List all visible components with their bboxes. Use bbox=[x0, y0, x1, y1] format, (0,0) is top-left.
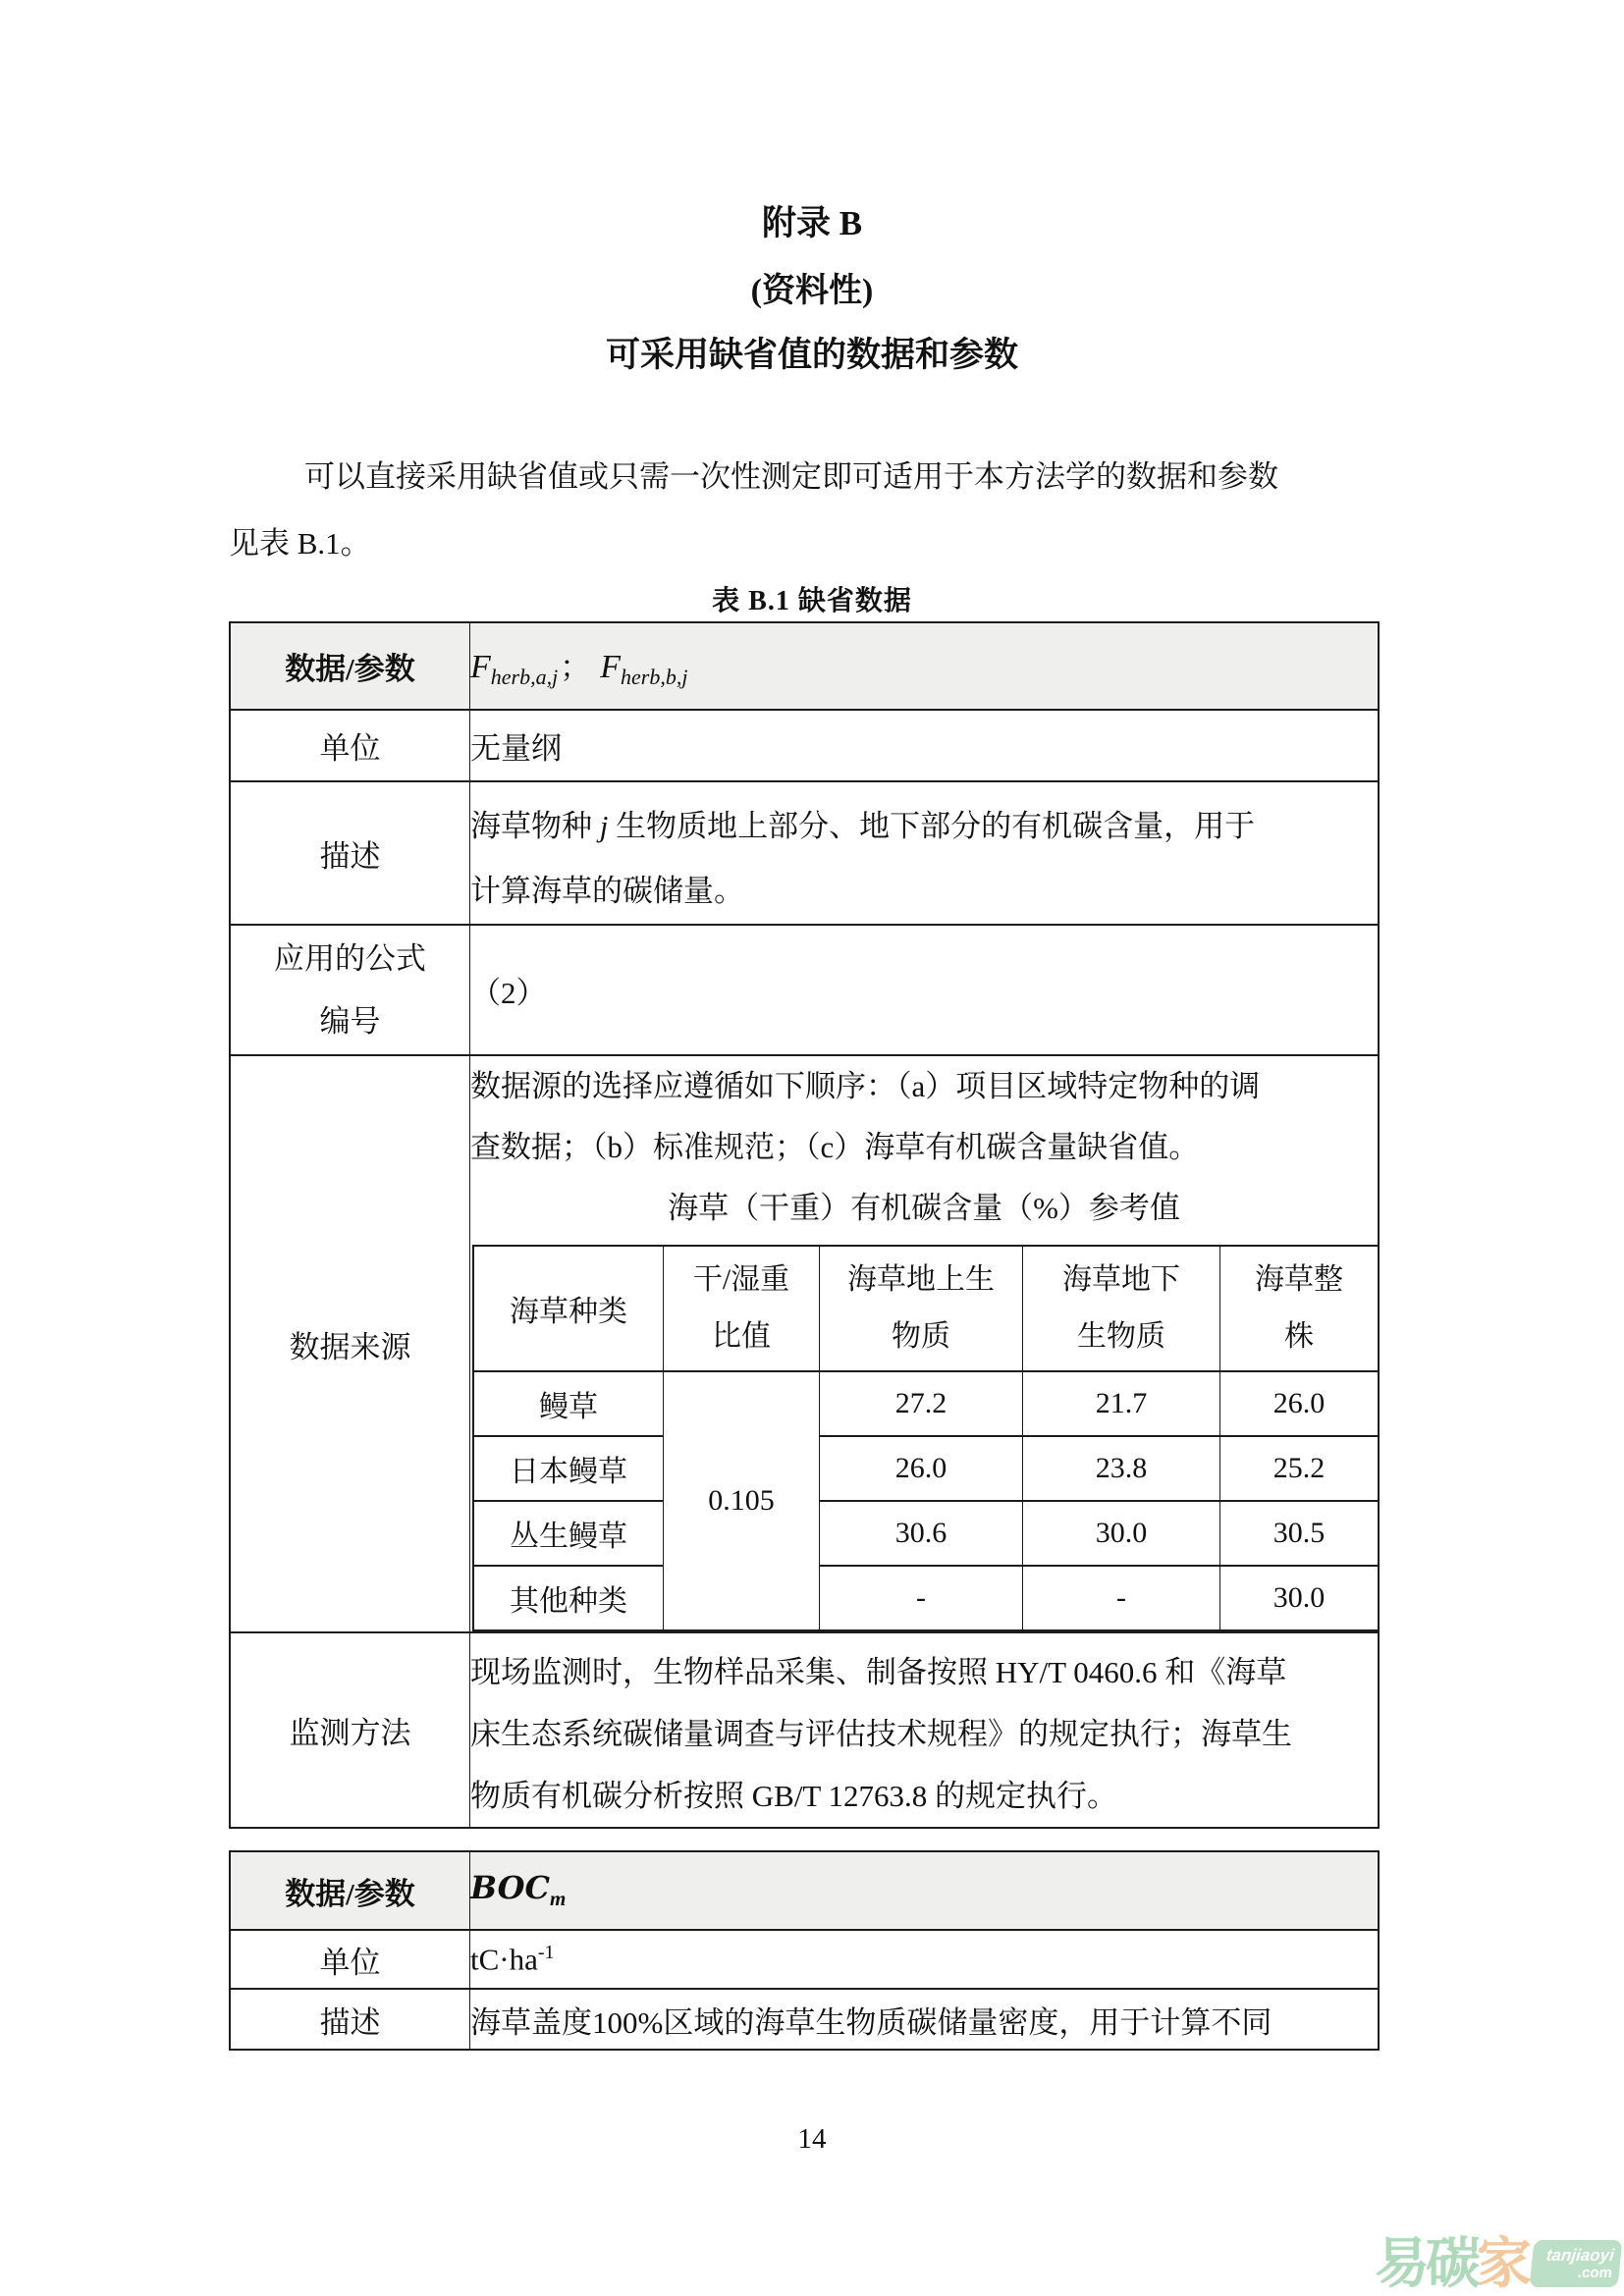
ref-species: 日本鳗草 bbox=[473, 1436, 664, 1501]
desc-value bbox=[470, 781, 1380, 925]
intro-line-1: 可以直接采用缺省值或只需一次性测定即可适用于本方法学的数据和参数 bbox=[304, 459, 1278, 494]
formula-f2-base: F bbox=[600, 648, 622, 685]
ref-species: 丛生鳗草 bbox=[473, 1501, 664, 1566]
bocm-formula-subscript: m bbox=[549, 1887, 567, 1911]
ref-whole-value: 25.2 bbox=[1220, 1436, 1380, 1501]
ref-col-above-header-line2: 物质 bbox=[892, 1320, 950, 1353]
ref-col-below-header-line2: 生物质 bbox=[1077, 1320, 1165, 1353]
formula-number-row-label bbox=[230, 925, 470, 1055]
unit-value bbox=[470, 1930, 1380, 1989]
watermark-char-jia: 家 bbox=[1477, 2232, 1528, 2294]
ref-col-ratio-header bbox=[664, 1246, 820, 1371]
intro-paragraph bbox=[229, 444, 1387, 577]
source-value bbox=[470, 1055, 1380, 1632]
param-formula bbox=[470, 622, 1380, 710]
ref-above-value: 27.2 bbox=[820, 1371, 1023, 1436]
ref-below-value: - bbox=[1023, 1566, 1220, 1630]
param-formula bbox=[470, 1851, 1380, 1930]
formula-label-line-1: 应用的公式 bbox=[274, 940, 426, 976]
ref-col-below-header bbox=[1023, 1246, 1220, 1371]
unit-row-label: 单位 bbox=[230, 1930, 470, 1989]
ref-col-whole-header-line1: 海草整 bbox=[1255, 1263, 1343, 1296]
desc-line1-prefix: 海草物种 bbox=[470, 809, 600, 843]
ref-col-whole-header bbox=[1220, 1246, 1380, 1371]
ref-whole-value: 30.0 bbox=[1220, 1566, 1380, 1630]
source-line-1: 数据源的选择应遵循如下顺序：（a）项目区域特定物种的调 bbox=[470, 1069, 1261, 1103]
unit-row-label: 单位 bbox=[230, 710, 470, 781]
desc-row-label: 描述 bbox=[230, 1989, 470, 2050]
section-title: 可采用缺省值的数据和参数 bbox=[605, 336, 1018, 374]
watermark-badge-tld: .com bbox=[1577, 2265, 1613, 2281]
desc-species-var: j bbox=[599, 809, 609, 843]
ref-below-value: 23.8 bbox=[1023, 1436, 1220, 1501]
ref-above-value: - bbox=[820, 1566, 1023, 1630]
ref-col-ratio-header-line2: 比值 bbox=[712, 1320, 771, 1353]
formula-separator: ； bbox=[560, 649, 591, 684]
param-row-label: 数据/参数 bbox=[230, 622, 470, 710]
reference-table-title: 海草（干重）有机碳含量（%）参考值 bbox=[668, 1191, 1180, 1225]
desc-row-label: 描述 bbox=[230, 781, 470, 925]
formula-number-value: （2） bbox=[470, 925, 1380, 1055]
monitor-row-label: 监测方法 bbox=[230, 1632, 470, 1828]
intro-line-2: 见表 B.1。 bbox=[229, 526, 371, 561]
table-row bbox=[473, 1436, 1379, 1501]
monitor-value bbox=[470, 1632, 1380, 1828]
bocm-formula-base: BOC bbox=[470, 1869, 550, 1907]
ref-whole-value: 30.5 bbox=[1220, 1501, 1380, 1566]
watermark-char-yi: 易 bbox=[1375, 2232, 1426, 2294]
watermark-logo bbox=[1375, 2232, 1620, 2294]
watermark-badge-domain: tanjiaoyi bbox=[1544, 2246, 1615, 2265]
formula-f1-subscript: herb,a,j bbox=[490, 665, 559, 690]
ref-dry-wet-ratio: 0.105 bbox=[664, 1371, 820, 1630]
source-row-label: 数据来源 bbox=[230, 1055, 470, 1632]
formula-label-line-2: 编号 bbox=[319, 1003, 381, 1039]
source-line-2: 查数据；（b）标准规范；（c）海草有机碳含量缺省值。 bbox=[470, 1130, 1200, 1164]
ref-col-above-header-line1: 海草地上生 bbox=[847, 1263, 995, 1296]
param-row-label: 数据/参数 bbox=[230, 1851, 470, 1930]
seagrass-carbon-reference-table bbox=[472, 1245, 1380, 1631]
informative-label: (资料性) bbox=[750, 273, 874, 309]
monitor-line-3: 物质有机碳分析按照 GB/T 12763.8 的规定执行。 bbox=[470, 1779, 1118, 1813]
unit-value: 无量纲 bbox=[470, 710, 1380, 781]
desc-line-2: 计算海草的碳储量。 bbox=[470, 874, 744, 908]
ref-col-ratio-header-line1: 干/湿重 bbox=[692, 1263, 790, 1296]
table-bocm bbox=[229, 1850, 1380, 2051]
ref-species: 其他种类 bbox=[473, 1566, 664, 1630]
formula-f1-base: F bbox=[470, 648, 491, 685]
desc-value: 海草盖度100%区域的海草生物质碳储量密度，用于计算不同 bbox=[470, 1989, 1380, 2050]
appendix-title: 附录 B bbox=[761, 204, 863, 242]
ref-above-value: 30.6 bbox=[820, 1501, 1023, 1566]
unit-value-base: tC·ha bbox=[470, 1942, 538, 1977]
table-row bbox=[473, 1371, 1379, 1436]
ref-below-value: 21.7 bbox=[1023, 1371, 1220, 1436]
table-row bbox=[473, 1566, 1379, 1630]
ref-col-above-header bbox=[820, 1246, 1023, 1371]
table-b1 bbox=[229, 621, 1380, 1829]
ref-above-value: 26.0 bbox=[820, 1436, 1023, 1501]
ref-col-species-header: 海草种类 bbox=[473, 1246, 664, 1371]
watermark-badge bbox=[1529, 2240, 1622, 2287]
desc-line-1 bbox=[470, 794, 1378, 859]
monitor-line-2: 床生态系统碳储量调查与评估技术规程》的规定执行；海草生 bbox=[470, 1717, 1292, 1751]
ref-col-below-header-line1: 海草地下 bbox=[1062, 1263, 1180, 1296]
watermark-char-tan: 碳 bbox=[1426, 2232, 1477, 2294]
unit-value-superscript: -1 bbox=[537, 1941, 555, 1963]
monitor-line-1: 现场监测时，生物样品采集、制备按照 HY/T 0460.6 和《海草 bbox=[470, 1655, 1287, 1689]
ref-below-value: 30.0 bbox=[1023, 1501, 1220, 1566]
ref-whole-value: 26.0 bbox=[1220, 1371, 1380, 1436]
formula-f2-subscript: herb,b,j bbox=[621, 665, 688, 690]
desc-line1-suffix: 生物质地上部分、地下部分的有机碳含量，用于 bbox=[608, 809, 1256, 843]
ref-species: 鳗草 bbox=[473, 1371, 664, 1436]
ref-col-whole-header-line2: 株 bbox=[1284, 1320, 1314, 1353]
table-row bbox=[473, 1501, 1379, 1566]
page-number: 14 bbox=[797, 2123, 827, 2155]
table-b1-caption: 表 B.1 缺省数据 bbox=[712, 586, 912, 616]
